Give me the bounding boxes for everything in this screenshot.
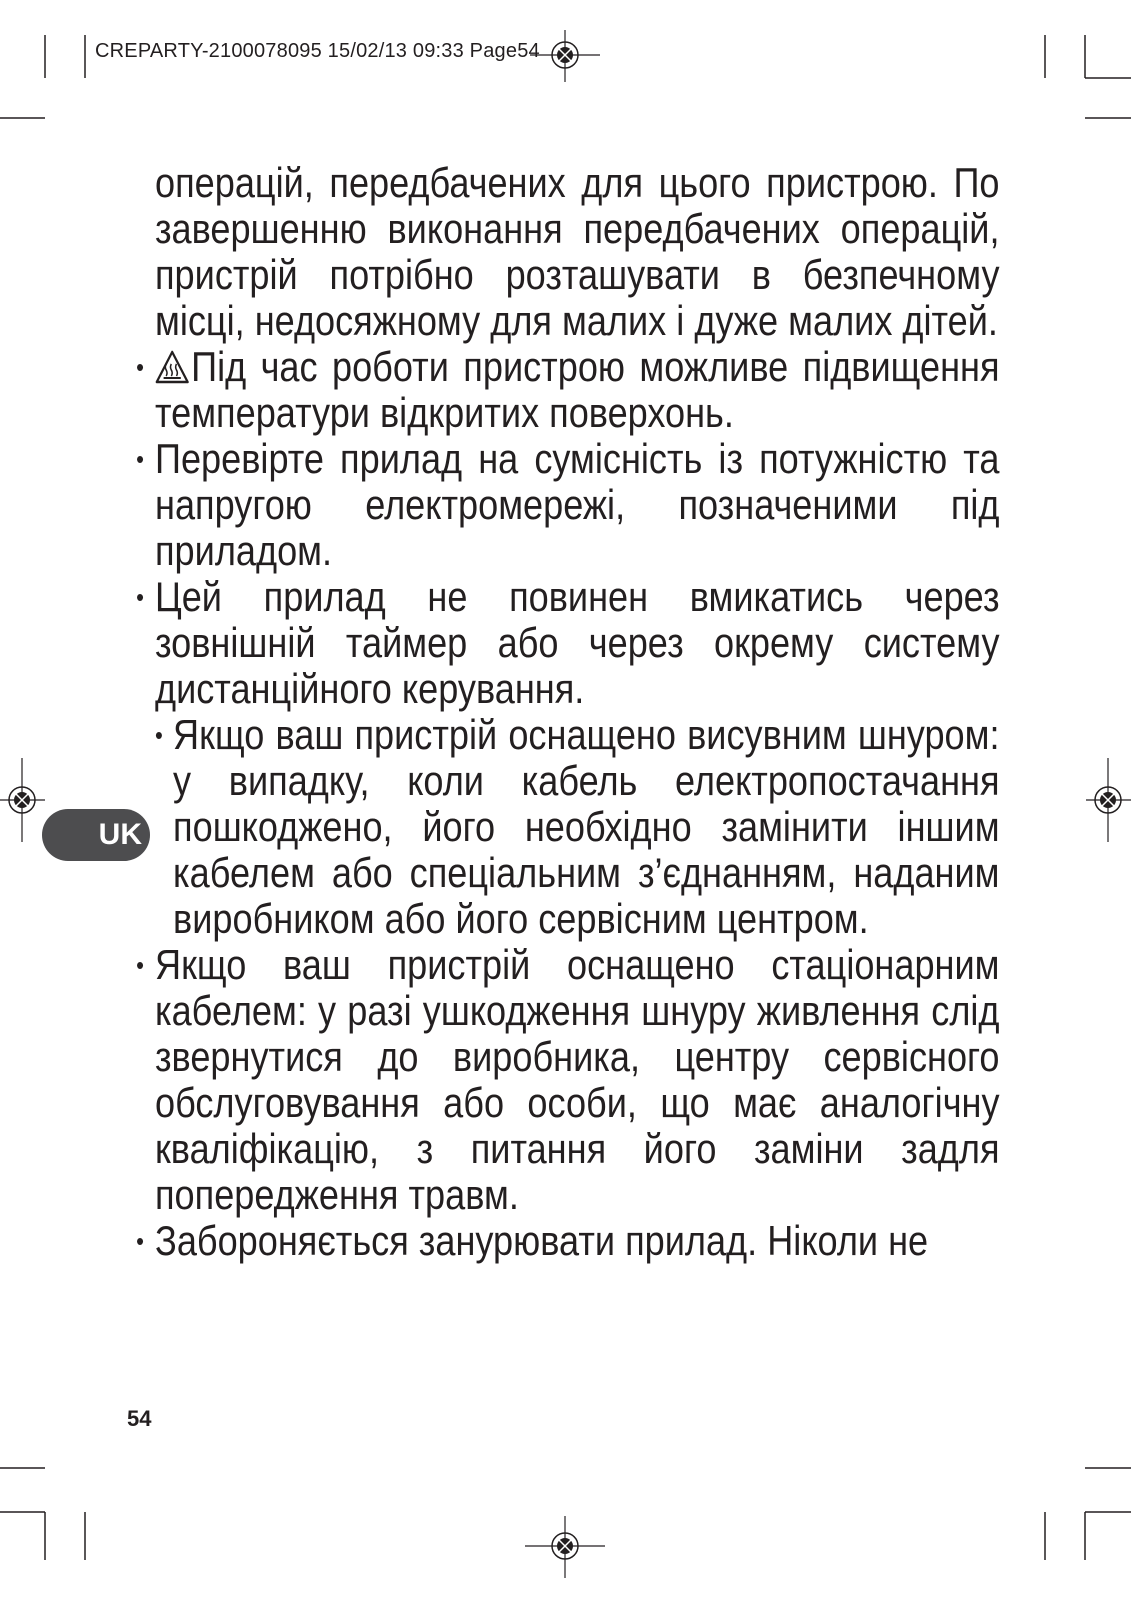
bullet-icon: •	[155, 720, 163, 750]
list-item-text: Під час роботи пристрою можливе підвищення температури відкритих поверхонь.	[155, 343, 1000, 436]
list-item-text: Забороняється занурювати прилад. Ніколи не	[155, 1217, 929, 1264]
continuation-paragraph: операцій, передбачених для цього пристрою. По завершенню виконання передбачених операцій, пристрій потрібно розташувати в безпечному місці, недосяжному для малих і дуже малих дітей.	[155, 159, 1000, 344]
bullet-icon: •	[136, 444, 144, 474]
bullet-icon: •	[136, 352, 144, 382]
list-item-text: Якщо ваш пристрій оснащено стаціонарним кабелем: у разі ушкодження шнуру живлення слід звернутися до виробника, центру сервісного обслуговування або особи, що має аналогічну кваліфікацію, з питання його заміни задля попередження травм.	[155, 941, 1000, 1218]
list-item-text: Цей прилад не повинен вмикатись через зовнішній таймер або через окрему систему дистанційного керування.	[155, 573, 1000, 712]
list-item-text: Якщо ваш пристрій оснащено висувним шнуром: у випадку, коли кабель електропостачання пошкоджено, його необхідно замінити іншим кабелем або спеціальним з’єднанням, наданим виробником або його сервісним центром.	[173, 711, 1000, 942]
list-item	[136, 573, 1000, 712]
bullet-icon: •	[136, 950, 144, 980]
list-item-text: Перевірте прилад на сумісність із потужністю та напругою електромережі, позначеними під приладом.	[155, 435, 1000, 574]
registration-mark-bottom	[525, 1516, 605, 1578]
list-item	[136, 1217, 1000, 1264]
list-item	[155, 712, 1000, 942]
list-item	[136, 435, 1000, 574]
list-item	[136, 941, 1000, 1218]
hot-surface-warning-icon	[155, 350, 189, 384]
language-tab: UK	[42, 809, 150, 861]
bullet-icon: •	[136, 1226, 144, 1256]
page-number: 54	[127, 1406, 152, 1431]
list-item	[136, 343, 1000, 436]
bullet-icon: •	[136, 582, 144, 612]
print-slug-line: CREPARTY-2100078095 15/02/13 09:33 Page54	[95, 40, 540, 62]
registration-mark-left	[0, 758, 45, 842]
safety-instructions-body	[136, 159, 1000, 1264]
registration-mark-right	[1086, 758, 1131, 842]
registration-mark-top	[530, 30, 600, 82]
